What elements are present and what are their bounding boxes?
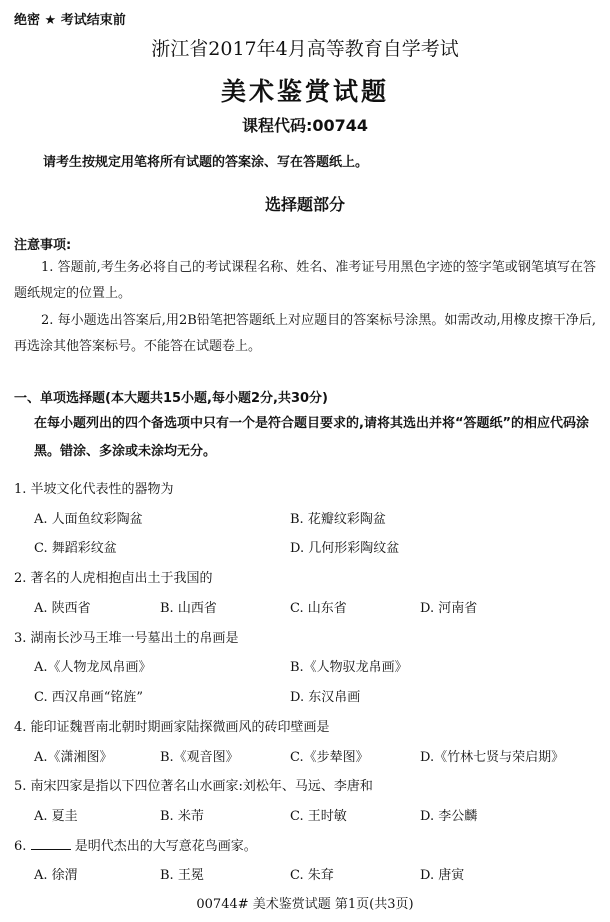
option-b: B. 王冕 — [160, 868, 204, 883]
part-heading: 一、单项选择题(本大题共15小题,每小题2分,共30分) — [14, 391, 328, 406]
note-item-2: 2. 每小题选出答案后,用2B铅笔把答题纸上对应题目的答案标号涂黑。如需改动,用橡皮擦干净后,再选涂其他答案标号。不能答在试题卷上。 — [14, 313, 596, 354]
option-c: C.《步辇图》 — [290, 750, 369, 765]
question-text: 是明代杰出的大写意花鸟画家。 — [74, 839, 257, 854]
option-a: A. 人面鱼纹彩陶盆 — [34, 512, 143, 527]
option-d: D.《竹林七贤与荣启期》 — [420, 750, 565, 765]
question-stem: 3. 湖南长沙马王堆一号墓出土的帛画是 — [14, 631, 239, 646]
general-instruction: 请考生按规定用笔将所有试题的答案涂、写在答题纸上。 — [43, 155, 369, 170]
option-a: A.《人物龙凤帛画》 — [34, 660, 152, 675]
option-b: B.《人物驭龙帛画》 — [290, 660, 408, 675]
option-b: B.《观音图》 — [160, 750, 239, 765]
question-stem — [14, 835, 257, 854]
question-stem: 2. 著名的人虎相抱卣出土于我国的 — [14, 571, 213, 586]
question-number: 6. — [14, 839, 27, 854]
question-stem: 5. 南宋四家是指以下四位著名山水画家:刘松年、马远、李唐和 — [14, 779, 373, 794]
option-a: A. 夏圭 — [34, 809, 78, 824]
option-b: B. 花瓣纹彩陶盆 — [290, 512, 386, 527]
option-d: D. 几何形彩陶纹盆 — [290, 541, 400, 556]
option-a: A. 陕西省 — [34, 601, 91, 616]
answer-blank — [31, 837, 71, 850]
note-item-1: 1. 答题前,考生务必将自己的考试课程名称、姓名、准考证号用黑色字迹的签字笔或钢笔填写在答题纸规定的位置上。 — [14, 260, 596, 301]
option-c: C. 舞蹈彩纹盆 — [34, 541, 117, 556]
option-c: C. 王时敏 — [290, 809, 347, 824]
option-b: B. 山西省 — [160, 601, 217, 616]
option-c: C. 西汉帛画“铭旌” — [34, 690, 144, 705]
confidential-mark: 绝密 ★ 考试结束前 — [14, 13, 126, 28]
option-d: D. 李公麟 — [420, 809, 478, 824]
option-a: A.《潇湘图》 — [34, 750, 113, 765]
option-d: D. 东汉帛画 — [290, 690, 361, 705]
part-description: 在每小题列出的四个备选项中只有一个是符合题目要求的,请将其选出并将“答题纸”的相应代码涂黑。错涂、多涂或未涂均无分。 — [34, 416, 590, 459]
exam-title: 浙江省2017年4月高等教育自学考试 — [151, 38, 459, 60]
section-title: 选择题部分 — [264, 195, 345, 214]
option-c: C. 朱耷 — [290, 868, 334, 883]
question-stem: 4. 能印证魏晋南北朝时期画家陆探微画风的砖印壁画是 — [14, 720, 330, 735]
option-c: C. 山东省 — [290, 601, 347, 616]
option-d: D. 唐寅 — [420, 868, 465, 883]
question-stem: 1. 半坡文化代表性的器物为 — [14, 482, 174, 497]
course-code: 课程代码:00744 — [241, 116, 369, 135]
option-a: A. 徐渭 — [34, 868, 78, 883]
notes-heading: 注意事项: — [14, 238, 72, 253]
paper-title: 美术鉴赏试题 — [220, 77, 389, 106]
option-b: B. 米芾 — [160, 809, 204, 824]
page-footer: 00744# 美术鉴赏试题 第1页(共3页) — [196, 897, 414, 912]
option-d: D. 河南省 — [420, 601, 478, 616]
